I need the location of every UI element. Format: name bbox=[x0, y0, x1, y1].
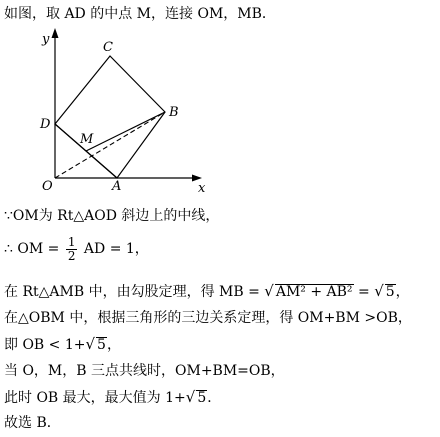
label-o: O bbox=[42, 179, 53, 194]
fraction-numerator: 1 bbox=[67, 234, 76, 249]
label-m: M bbox=[80, 132, 94, 147]
label-b: B bbox=[169, 105, 179, 120]
segment-mb bbox=[86, 112, 165, 151]
geometry-figure bbox=[0, 0, 440, 200]
sqrt-radicand-2: 5 bbox=[385, 284, 395, 300]
sqrt-sign: √ bbox=[374, 282, 384, 300]
label-c: C bbox=[103, 40, 113, 55]
line-7-end: ． bbox=[207, 390, 222, 406]
rect-abcd bbox=[55, 56, 165, 178]
line-6: 当 O，M，B 三点共线时，OM+BM=OB， bbox=[4, 363, 285, 379]
line-2-post: AD = 1， bbox=[83, 241, 149, 257]
line-2-pre: ∴ OM = bbox=[4, 241, 60, 257]
line-5-end: ， bbox=[106, 337, 121, 353]
label-a: A bbox=[112, 179, 122, 194]
fraction-half bbox=[66, 236, 78, 263]
sqrt-radicand-1: AM² + AB² bbox=[275, 284, 353, 300]
line-3 bbox=[4, 282, 410, 301]
label-y: y bbox=[42, 32, 50, 47]
y-axis-arrow bbox=[52, 28, 59, 38]
line-7-pre: 此时 OB 最大，最大值为 1+ bbox=[4, 390, 186, 406]
sqrt-sign: √ bbox=[85, 335, 96, 353]
line-3-end: ， bbox=[395, 284, 410, 300]
line-1: ∵OM为 Rt△AOD 斜边上的中线， bbox=[4, 208, 220, 224]
label-d: D bbox=[40, 117, 51, 132]
line-8: 故选 B． bbox=[4, 415, 61, 431]
sqrt-radicand-4: 5 bbox=[197, 390, 207, 406]
fraction-denominator: 2 bbox=[67, 248, 76, 263]
sqrt-sign: √ bbox=[264, 282, 274, 300]
line-5 bbox=[4, 335, 121, 354]
segment-ob-dashed bbox=[55, 112, 165, 178]
sqrt-sign: √ bbox=[185, 388, 196, 406]
line-3-eq: = bbox=[358, 284, 370, 300]
line-5-pre: 即 OB < 1+ bbox=[4, 337, 86, 353]
sqrt-radicand-3: 5 bbox=[97, 337, 106, 353]
line-7 bbox=[4, 388, 221, 407]
line-2 bbox=[4, 234, 149, 264]
line-4: 在△OBM 中，根据三角形的三边关系定理，得 OM+BM >OB， bbox=[4, 310, 412, 326]
intro-line: 如图，取 AD 的中点 M，连接 OM，MB． bbox=[4, 6, 276, 22]
label-x: x bbox=[198, 181, 206, 196]
line-3-pre: 在 Rt△AMB 中，由勾股定理，得 MB = bbox=[4, 284, 260, 300]
